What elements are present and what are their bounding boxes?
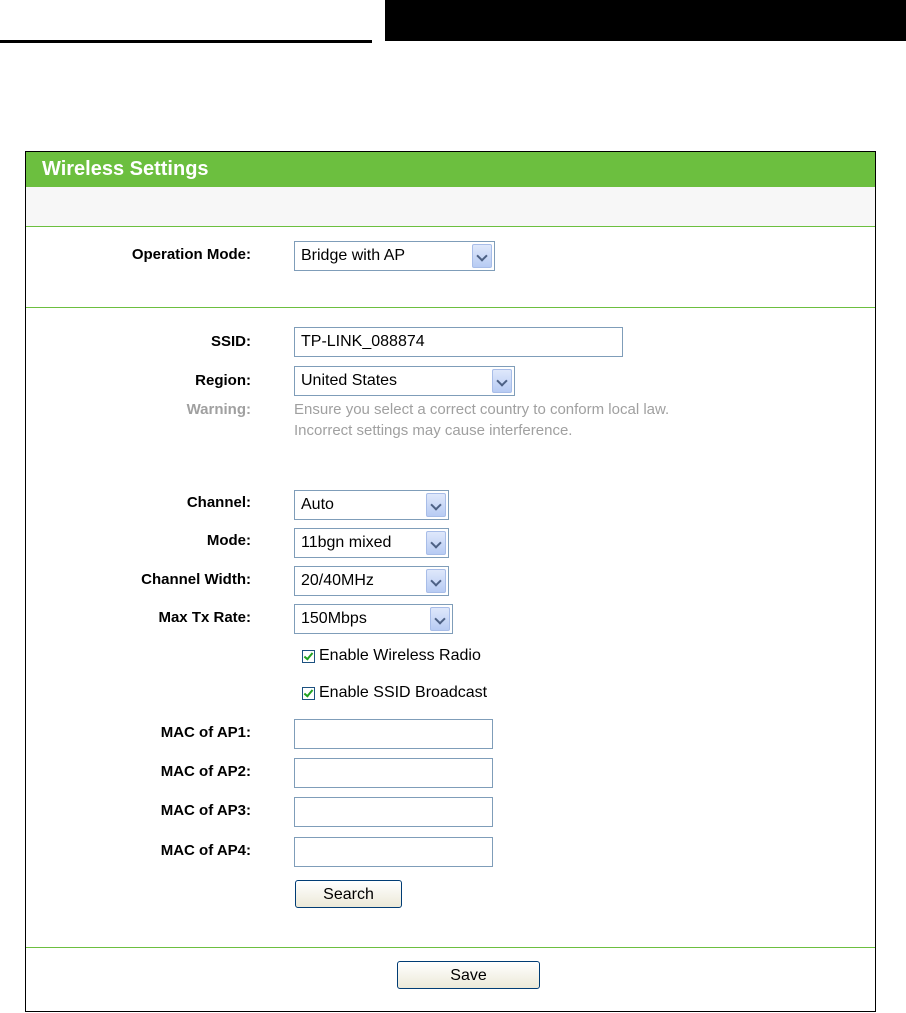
mac-ap1-label: MAC of AP1: (160, 724, 251, 741)
region-select[interactable] (294, 366, 515, 396)
ssid-label: SSID: (210, 333, 251, 350)
separator (26, 947, 875, 948)
operation-mode-value: Bridge with AP (301, 247, 406, 264)
wireless-settings-panel (25, 151, 876, 1012)
max-tx-rate-label: Max Tx Rate: (158, 609, 251, 626)
region-label: Region: (195, 372, 251, 389)
mode-select[interactable] (294, 528, 449, 558)
warning-text (294, 399, 669, 441)
save-button[interactable]: Save (397, 961, 540, 989)
search-button[interactable]: Search (295, 880, 402, 908)
mac-ap4-label: MAC of AP4: (160, 842, 251, 859)
chevron-down-icon[interactable] (426, 569, 446, 593)
chevron-down-icon[interactable] (426, 531, 446, 555)
enable-wireless-radio-label[interactable]: Enable Wireless Radio (319, 647, 481, 664)
separator (26, 307, 875, 308)
channel-select[interactable] (294, 490, 449, 520)
enable-ssid-broadcast-label[interactable]: Enable SSID Broadcast (319, 684, 488, 701)
warning-line-1: Ensure you select a correct country to conform local law. (294, 401, 670, 418)
chevron-down-icon[interactable] (472, 244, 492, 268)
mac-ap3-input[interactable] (294, 797, 493, 827)
region-value: United States (301, 372, 398, 389)
channel-width-value: 20/40MHz (301, 572, 374, 589)
enable-wireless-radio-row[interactable] (302, 647, 481, 665)
title-strip (26, 187, 875, 226)
header-underline (0, 40, 372, 43)
chevron-down-icon[interactable] (492, 369, 512, 393)
chevron-down-icon[interactable] (426, 493, 446, 517)
mac-ap2-label: MAC of AP2: (160, 763, 251, 780)
chevron-down-icon[interactable] (430, 607, 450, 631)
max-tx-rate-select[interactable] (294, 604, 453, 634)
channel-label: Channel: (186, 494, 251, 511)
mode-value: 11bgn mixed (301, 534, 392, 551)
mac-ap2-input[interactable] (294, 758, 493, 788)
warning-label: Warning: (186, 401, 251, 418)
mode-label: Mode: (206, 532, 251, 549)
channel-value: Auto (301, 496, 334, 513)
ssid-input[interactable]: TP-LINK_088874 (294, 327, 623, 357)
panel-title: Wireless Settings (26, 152, 875, 187)
max-tx-rate-value: 150Mbps (301, 610, 367, 627)
operation-mode-select[interactable] (294, 241, 495, 271)
mac-ap4-input[interactable] (294, 837, 493, 867)
operation-mode-label: Operation Mode: (131, 246, 251, 263)
separator (26, 226, 875, 227)
channel-width-select[interactable] (294, 566, 449, 596)
mac-ap1-input[interactable] (294, 719, 493, 749)
warning-line-2: Incorrect settings may cause interference. (294, 422, 573, 439)
header-bar (385, 0, 906, 41)
mac-ap3-label: MAC of AP3: (160, 802, 251, 819)
channel-width-label: Channel Width: (141, 571, 251, 588)
enable-wireless-radio-checkbox[interactable] (302, 650, 315, 663)
enable-ssid-broadcast-row[interactable] (302, 684, 487, 702)
enable-ssid-broadcast-checkbox[interactable] (302, 687, 315, 700)
